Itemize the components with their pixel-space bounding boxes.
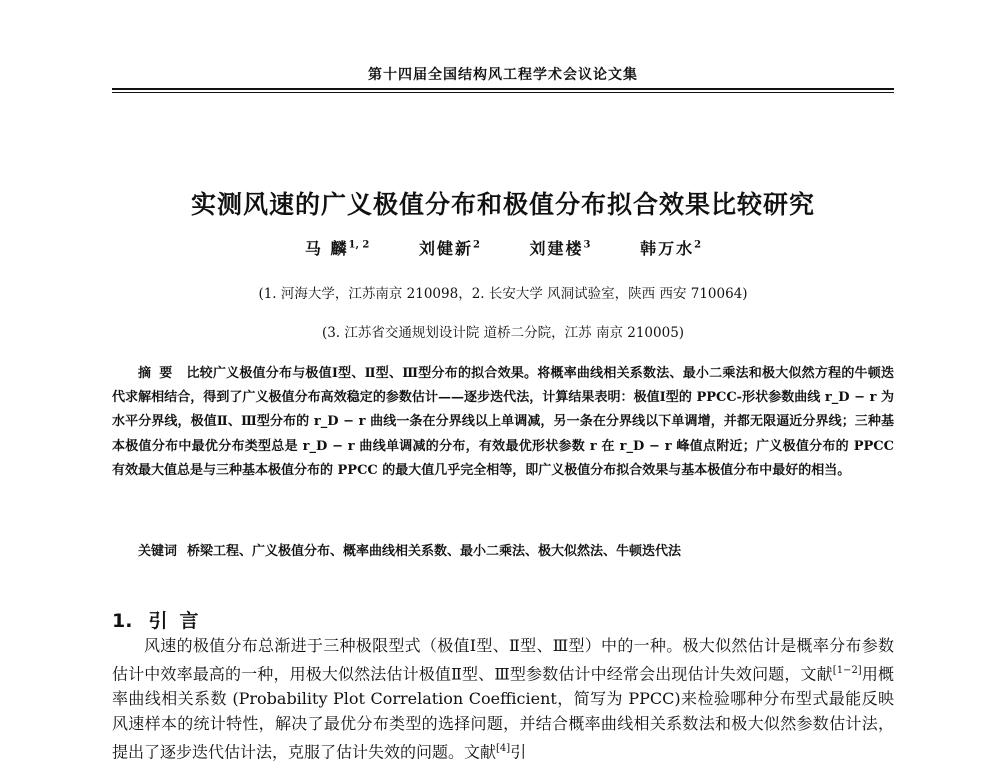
body-paragraph [112,633,894,765]
abstract-label: 摘要 [138,366,181,381]
paragraph-text: 引 [510,742,527,762]
running-head: 第十四届全国结构风工程学术会议论文集 [368,67,638,83]
affiliation-line-2: (3. 江苏省交通规划设计院 道桥二分院，江苏 南京 210005) [321,325,685,341]
section-heading [112,606,210,633]
keywords-label: 关键词 [138,544,178,559]
keywords-text: 桥梁工程、广义极值分布、概率曲线相关系数、最小二乘法、极大似然法、牛顿迭代法 [187,544,682,559]
author-affiliation-mark: 3 [583,239,591,251]
keywords [112,540,894,559]
citation-ref: [4] [496,743,511,755]
author-1 [305,239,369,258]
author-name: 刘健新 [418,239,473,258]
author-list [112,236,894,259]
paper-title: 实测风速的广义极值分布和极值分布拟合效果比较研究 [190,190,815,219]
author-2 [419,239,480,258]
paragraph-text: 用概率曲线相关系数 (Probability Plot Correlation Coefficient，简写为 PPCC)来检验哪种分布型式最能反映风速样本的统计特性，解决了最优分布类型的选择问题，并结合概率曲线相关系数法和极大似然参数估计法，提出了逐步迭代估计法，克服了估计失效的问题。文献 [112,664,894,762]
author-affiliation-mark: 2 [472,239,480,251]
author-3 [530,239,591,258]
author-affiliation-mark: 2 [694,239,702,251]
abstract-text: 比较广义极值分布与极值Ⅰ型、Ⅱ型、Ⅲ型分布的拟合效果。将概率曲线相关系数法、最小二乘法和极大似然方程的牛顿迭代求解相结合，得到了广义极值分布高效稳定的参数估计——逐步迭代法，计算结果表明：极值Ⅰ型的 PPCC-形状参数曲线 r_D − r 为水平分界线，极值Ⅱ、Ⅲ型分布的 r_D − r 曲线一条在分界线以上单调减，另一条在分界线以下单调增，并都无限逼近分界线；三种基本极值分布中最优分布类型总是 r_D − r 曲线单调减的分布，有效最优形状参数 r 在 r_D − r 峰值点附近；广义极值分布的 PPCC 有效最大值总是与三种基本极值分布的 PPCC 的最大值几乎完全相等，即广义极值分布拟合效果与基本极值分布中最好的相当。 [112,366,894,478]
author-name: 刘建楼 [529,239,584,258]
affiliation-line-1: (1. 河海大学，江苏南京 210098，2. 长安大学 风洞试验室，陕西 西安 710064) [258,286,748,302]
citation-ref: [1−2] [832,665,862,676]
section-number: 1. [112,610,133,632]
author-name: 马 麟 [304,239,349,258]
paragraph-text: 风速的极值分布总渐进于三种极限型式（极值Ⅰ型、Ⅱ型、Ⅲ型）中的一种。极大似然估计是概率分布参数估计中效率最高的一种，用极大似然法估计极值Ⅱ型、Ⅲ型参数估计中经常会出现估计失效问题，文献 [112,636,894,684]
abstract [112,362,894,483]
header-rule [112,88,894,93]
author-name: 韩万水 [640,239,695,258]
section-title: 引言 [148,610,211,632]
author-affiliation-mark: 1, 2 [348,239,370,251]
author-4 [640,239,701,258]
